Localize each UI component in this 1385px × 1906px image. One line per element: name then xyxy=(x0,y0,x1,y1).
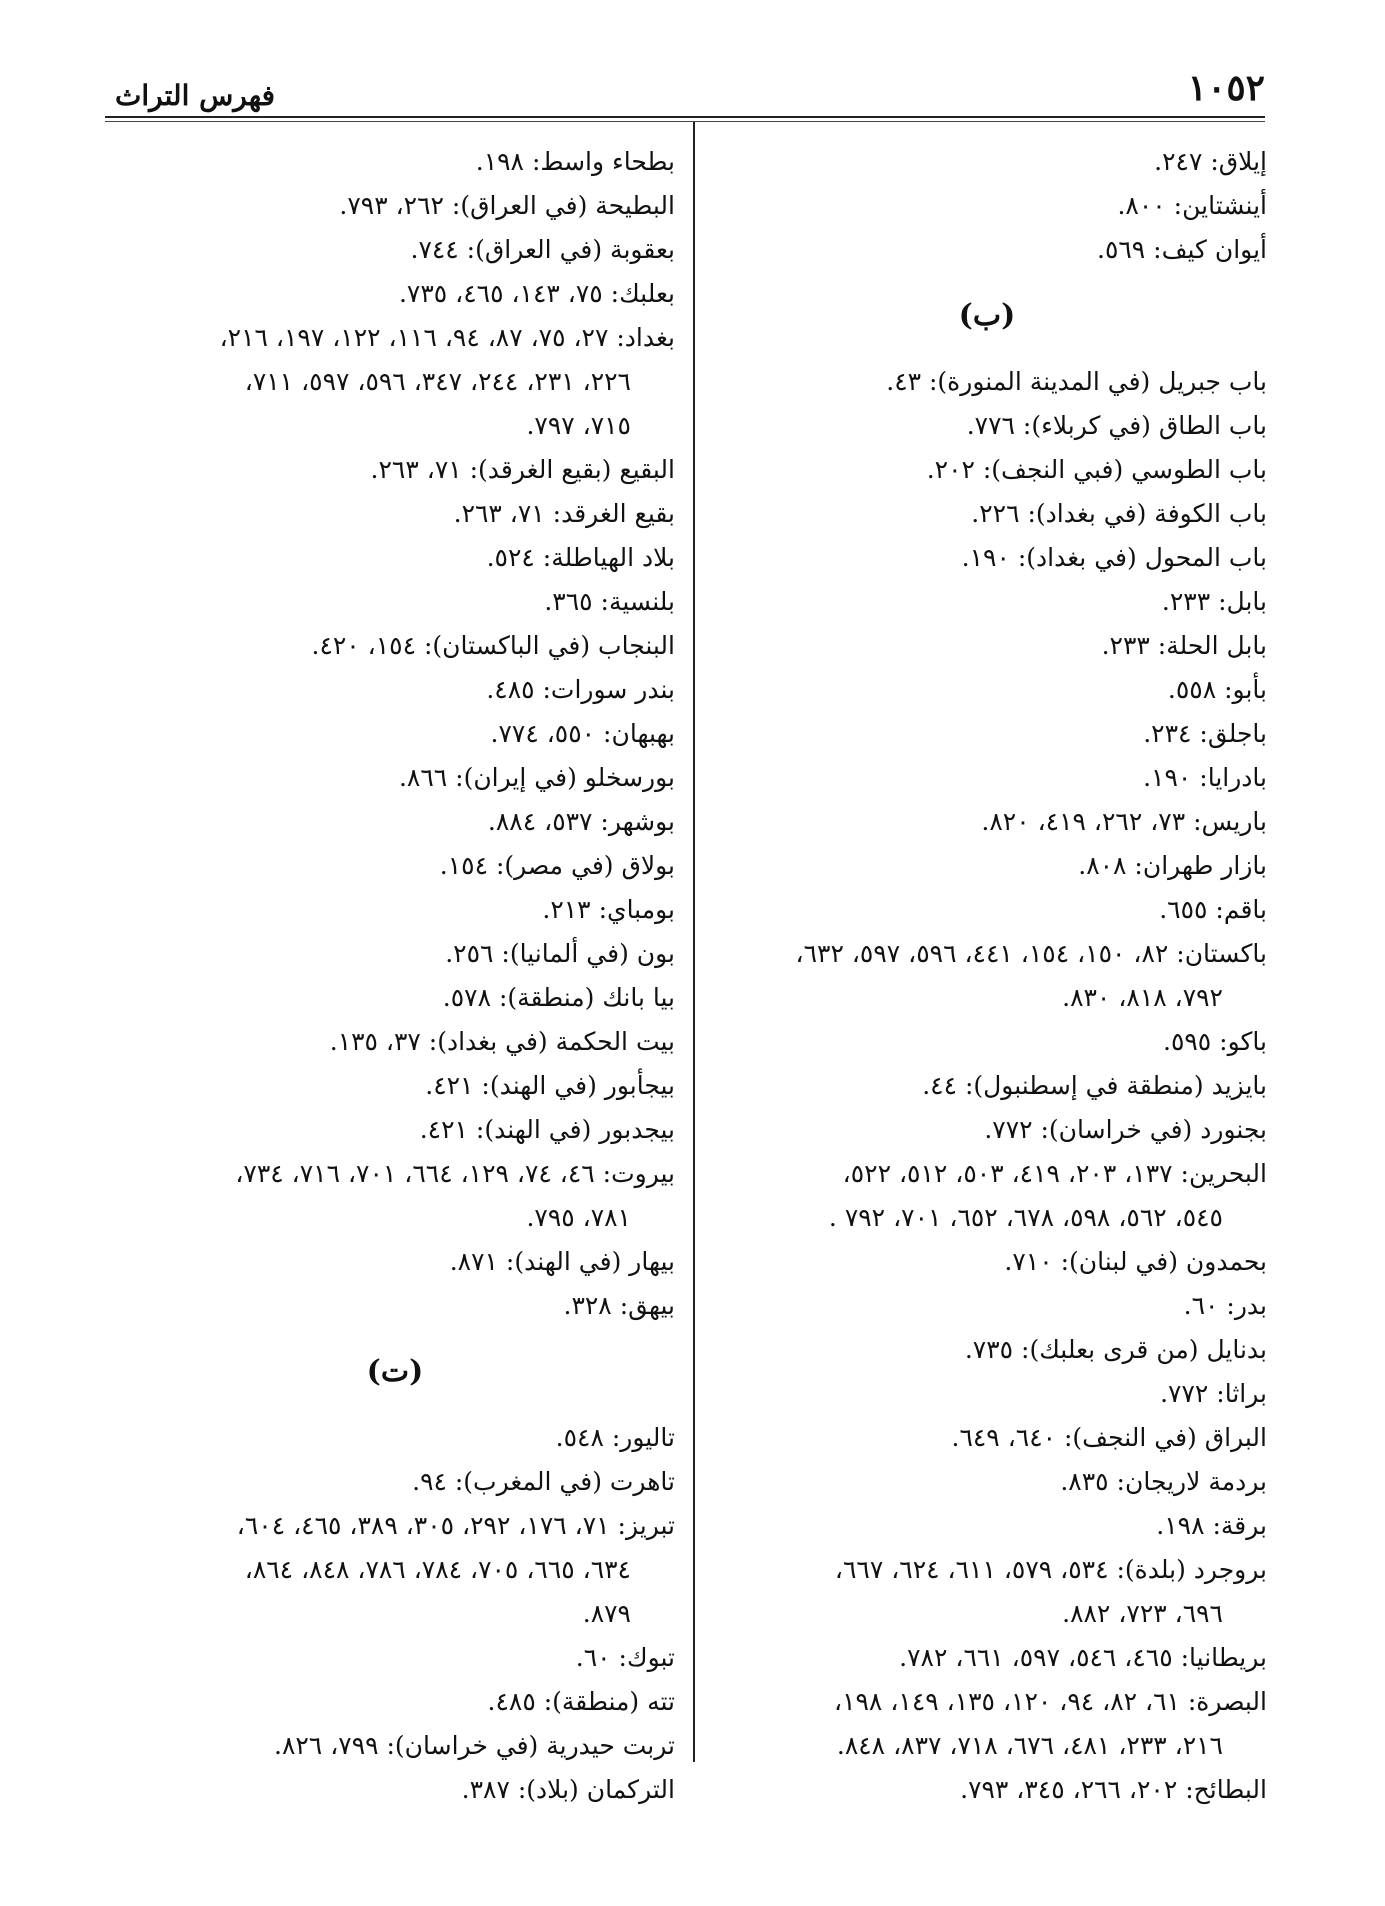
index-entry: باب الكوفة (في بغداد): ٢٢٦. xyxy=(971,499,1267,528)
index-entry: أيوان كيف: ٥٦٩. xyxy=(1096,235,1267,264)
index-entry-continuation: ٧٨١، ٧٩٥. xyxy=(526,1203,631,1232)
index-entry: بعقوبة (في العراق): ٧٤٤. xyxy=(410,235,675,264)
index-entry: باب المحول (في بغداد): ١٩٠. xyxy=(961,543,1267,572)
index-entry: تته (منطقة): ٤٨٥. xyxy=(487,1687,675,1716)
index-entry: بادرايا: ١٩٠. xyxy=(1143,763,1267,792)
index-entry: البطيحة (في العراق): ٢٦٢، ٧٩٣. xyxy=(339,191,675,220)
index-entry: بريطانيا: ٤٦٥، ٥٤٦، ٥٩٧، ٦٦١، ٧٨٢. xyxy=(899,1643,1267,1672)
index-entry: بلنسية: ٣٦٥. xyxy=(544,587,675,616)
index-entry: تبوك: ٦٠. xyxy=(575,1643,675,1672)
index-entry-continuation: ٧١٥، ٧٩٧. xyxy=(526,411,631,440)
index-entry: تاليور: ٥٤٨. xyxy=(555,1423,675,1452)
index-entry: بعلبك: ٧٥، ١٤٣، ٤٦٥، ٧٣٥. xyxy=(398,279,675,308)
index-entry: بون (في ألمانيا): ٢٥٦. xyxy=(445,939,675,968)
index-entry: بيهق: ٣٢٨. xyxy=(563,1291,675,1320)
index-entry: بابل: ٢٣٣. xyxy=(1161,587,1267,616)
index-entry: باب جبريل (في المدينة المنورة): ٤٣. xyxy=(886,367,1267,396)
index-entry: تبريز: ٧١، ١٧٦، ٢٩٢، ٣٠٥، ٣٨٩، ٤٦٥، ٦٠٤، xyxy=(236,1511,675,1540)
index-entry: البراق (في النجف): ٦٤٠، ٦٤٩. xyxy=(951,1423,1267,1452)
index-entry-continuation: ٨٧٩. xyxy=(582,1599,631,1628)
index-entry: بروجرد (بلدة): ٥٣٤، ٥٧٩، ٦١١، ٦٢٤، ٦٦٧، xyxy=(834,1555,1267,1584)
index-entry-continuation: ٢١٦، ٢٣٣، ٤٨١، ٦٧٦، ٧١٨، ٨٣٧، ٨٤٨. xyxy=(836,1731,1223,1760)
index-entry: بردمة لاريجان: ٨٣٥. xyxy=(1060,1467,1267,1496)
index-entry: بيا بانك (منطقة): ٥٧٨. xyxy=(442,983,675,1012)
index-entry: باكو: ٥٩٥. xyxy=(1162,1027,1267,1056)
index-entry: بجنورد (في خراسان): ٧٧٢. xyxy=(984,1115,1267,1144)
index-entry: بطحاء واسط: ١٩٨. xyxy=(475,147,675,176)
page-number: ١٠٥٢ xyxy=(1187,67,1265,109)
index-entry: بوشهر: ٥٣٧، ٨٨٤. xyxy=(487,807,675,836)
index-entry: بولاق (في مصر): ١٥٤. xyxy=(439,851,675,880)
index-entry: برقة: ١٩٨. xyxy=(1156,1511,1267,1540)
index-entry: البحرين: ١٣٧، ٢٠٣، ٤١٩، ٥٠٣، ٥١٢، ٥٢٢، xyxy=(842,1159,1267,1188)
section-heading: (ت) xyxy=(366,1354,424,1389)
index-entry: بيجدبور (في الهند): ٤٢١. xyxy=(419,1115,675,1144)
index-entry: أينشتاين: ٨٠٠. xyxy=(1117,191,1267,220)
left-index-column xyxy=(115,140,675,1812)
index-entry: التركمان (بلاد): ٣٨٧. xyxy=(461,1775,675,1804)
index-entry: باجلق: ٢٣٤. xyxy=(1143,719,1267,748)
index-entry-continuation: ٦٣٤، ٦٦٥، ٧٠٥، ٧٨٤، ٧٨٦، ٨٤٨، ٨٦٤، xyxy=(244,1555,631,1584)
index-entry-continuation: ٥٤٥، ٥٦٢، ٥٩٨، ٦٧٨، ٦٥٢، ٧٠١، ٧٩٢ . xyxy=(828,1203,1223,1232)
index-entry: بومباي: ٢١٣. xyxy=(542,895,675,924)
index-entry: بهبهان: ٥٥٠، ٧٧٤. xyxy=(490,719,675,748)
index-entry: باريس: ٧٣، ٢٦٢، ٤١٩، ٨٢٠. xyxy=(981,807,1267,836)
index-entry-continuation: ٢٢٦، ٢٣١، ٢٤٤، ٣٤٧، ٥٩٦، ٥٩٧، ٧١١، xyxy=(244,367,631,396)
index-entry: براثا: ٧٧٢. xyxy=(1160,1379,1267,1408)
right-index-column xyxy=(707,140,1267,1812)
index-entry-continuation: ٦٩٦، ٧٢٣، ٨٨٢. xyxy=(1062,1599,1223,1628)
index-entry: بدر: ٦٠. xyxy=(1183,1291,1267,1320)
index-entry-continuation: ٧٩٢، ٨١٨، ٨٣٠. xyxy=(1062,983,1223,1012)
index-entry: بازار طهران: ٨٠٨. xyxy=(1078,851,1267,880)
index-entry: البصرة: ٦١، ٨٢، ٩٤، ١٢٠، ١٣٥، ١٤٩، ١٩٨، xyxy=(834,1687,1267,1716)
header-rule xyxy=(105,116,1265,118)
index-entry: بورسخلو (في إيران): ٨٦٦. xyxy=(398,763,675,792)
index-entry: بحمدون (في لبنان): ٧١٠. xyxy=(1004,1247,1267,1276)
header-rule-thin xyxy=(105,121,1265,122)
index-entry: بيت الحكمة (في بغداد): ٣٧، ١٣٥. xyxy=(329,1027,675,1056)
index-entry: بابل الحلة: ٢٣٣. xyxy=(1101,631,1267,660)
index-entry: تاهرت (في المغرب): ٩٤. xyxy=(412,1467,675,1496)
index-entry: باب الطاق (في كربلاء): ٧٧٦. xyxy=(966,411,1267,440)
index-entry: بقيع الغرقد: ٧١، ٢٦٣. xyxy=(453,499,675,528)
index-entry: البقيع (بقيع الغرقد): ٧١، ٢٦٣. xyxy=(370,455,675,484)
index-entry: بلاد الهياطلة: ٥٢٤. xyxy=(486,543,675,572)
index-entry: إيلاق: ٢٤٧. xyxy=(1154,147,1267,176)
index-entry: البطائح: ٢٠٢، ٢٦٦، ٣٤٥، ٧٩٣. xyxy=(960,1775,1267,1804)
index-entry: بايزيد (منطقة في إسطنبول): ٤٤. xyxy=(922,1071,1267,1100)
index-entry: تربت حيدرية (في خراسان): ٧٩٩، ٨٢٦. xyxy=(274,1731,675,1760)
index-entry: بيجأبور (في الهند): ٤٢١. xyxy=(425,1071,675,1100)
section-heading: (ب) xyxy=(958,298,1016,333)
index-entry: بيروت: ٤٦، ٧٤، ١٢٩، ٦٦٤، ٧٠١، ٧١٦، ٧٣٤، xyxy=(235,1159,675,1188)
index-entry: باقم: ٦٥٥. xyxy=(1159,895,1267,924)
running-title: فهرس التراث xyxy=(115,79,276,112)
index-entry: بدنايل (من قرى بعلبك): ٧٣٥. xyxy=(964,1335,1267,1364)
index-entry: باب الطوسي (فبي النجف): ٢٠٢. xyxy=(926,455,1267,484)
index-entry: بندر سورات: ٤٨٥. xyxy=(486,675,675,704)
column-divider xyxy=(693,122,695,1762)
index-entry: باكستان: ٨٢، ١٥٠، ١٥٤، ٤٤١، ٥٩٦، ٥٩٧، ٦٣٢، xyxy=(795,939,1267,968)
index-entry: بغداد: ٢٧، ٧٥، ٨٧، ٩٤، ١١٦، ١٢٢، ١٩٧، ٢١٦، xyxy=(219,323,675,352)
index-entry: البنجاب (في الباكستان): ١٥٤، ٤٢٠. xyxy=(311,631,675,660)
index-entry: بأبو: ٥٥٨. xyxy=(1167,675,1267,704)
index-entry: بيهار (في الهند): ٨٧١. xyxy=(449,1247,675,1276)
